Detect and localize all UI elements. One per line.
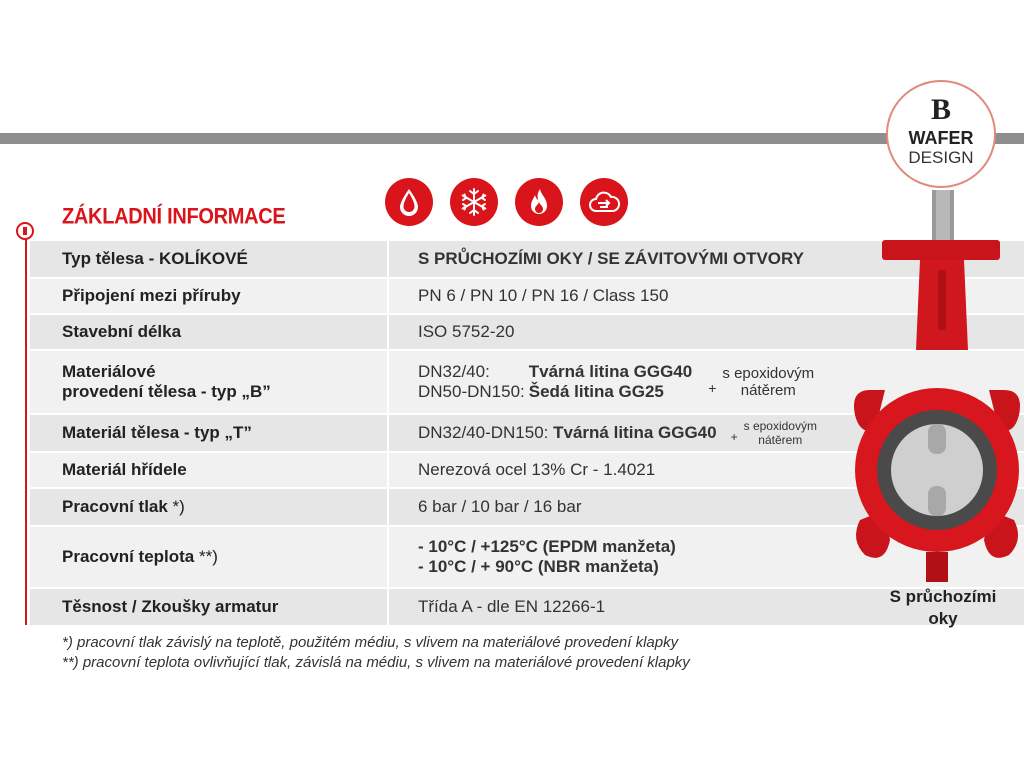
footnotes (62, 633, 690, 673)
footnote-mark: **) (194, 547, 218, 566)
accent-line (25, 225, 27, 625)
dn-range: DN50-DN150: (418, 382, 525, 401)
plus-sign: + (708, 380, 717, 396)
snowflake-icon (450, 178, 498, 226)
dn-range: DN32/40-DN150: (418, 423, 549, 442)
coating-note (744, 419, 817, 447)
caption-line-2: oky (928, 609, 958, 628)
label-line-2: provedení tělesa - typ „B” (62, 382, 271, 401)
top-divider-bar (0, 133, 1024, 144)
flame-icon (515, 178, 563, 226)
row-value: ISO 5752-20 (388, 314, 1024, 350)
coating-note (722, 365, 814, 399)
valve-caption (868, 586, 1018, 630)
row-value: Třída A - dle EN 12266-1 (388, 588, 1024, 626)
label-line-1: Materiálové (62, 362, 156, 381)
row-label: Materiál hřídele (30, 452, 388, 488)
badge-line-2: DESIGN (908, 148, 974, 167)
coating-line-2: nátěrem (758, 433, 803, 447)
footnote-2: **) pracovní teplota ovlivňující tlak, závislá na médiu, s vlivem na materiálové provedení klapky (62, 654, 690, 671)
material-name: Tvárná litina GGG40 (553, 423, 717, 442)
wafer-design-badge (886, 80, 996, 188)
row-label: Materiál tělesa - typ „T” (30, 414, 388, 452)
row-label: Těsnost / Zkoušky armatur (30, 588, 388, 626)
section-title: ZÁKLADNÍ INFORMACE (62, 204, 286, 230)
butterfly-valve-image (850, 190, 1024, 590)
footnote-1: *) pracovní tlak závislý na teplotě, použitém médiu, s vlivem na materiálové provedení klapky (62, 634, 679, 651)
badge-letter: B (930, 93, 951, 126)
caption-line-1: S průchozími (889, 587, 997, 606)
section-marker-icon (16, 222, 34, 240)
material-name: Tvárná litina GGG40 (528, 362, 693, 381)
row-label: Stavební délka (30, 314, 388, 350)
row-label (30, 350, 388, 414)
row-value: PN 6 / PN 10 / PN 16 / Class 150 (388, 278, 1024, 314)
badge-line-1: WAFER (908, 128, 974, 148)
material-name: Šedá litina GG25 (528, 382, 664, 401)
media-icons (385, 178, 628, 226)
dn-range: DN32/40: (418, 362, 490, 381)
coating-line-1: s epoxidovým (743, 419, 817, 433)
row-value: Nerezová ocel 13% Cr - 1.4021 (388, 452, 1024, 488)
footnote-mark: *) (167, 497, 185, 516)
row-value: 6 bar / 10 bar / 16 bar (388, 488, 1024, 526)
row-label (30, 526, 388, 588)
plus-sign: + (730, 430, 738, 444)
row-label (30, 488, 388, 526)
value-line-1: - 10°C / +125°C (EPDM manžeta) (418, 537, 676, 556)
coating-line-2: nátěrem (740, 382, 796, 399)
label-text: Pracovní teplota (62, 547, 195, 566)
row-value: S PRŮCHOZÍMI OKY / SE ZÁVITOVÝMI OTVORY (388, 241, 1024, 278)
coating-line-1: s epoxidovým (722, 365, 815, 382)
water-drop-icon (385, 178, 433, 226)
row-label: Připojení mezi příruby (30, 278, 388, 314)
cloud-gas-icon (580, 178, 628, 226)
label-text: Pracovní tlak (62, 497, 168, 516)
value-line-2: - 10°C / + 90°C (NBR manžeta) (418, 557, 659, 576)
row-label: Typ tělesa - KOLÍKOVÉ (30, 241, 388, 278)
